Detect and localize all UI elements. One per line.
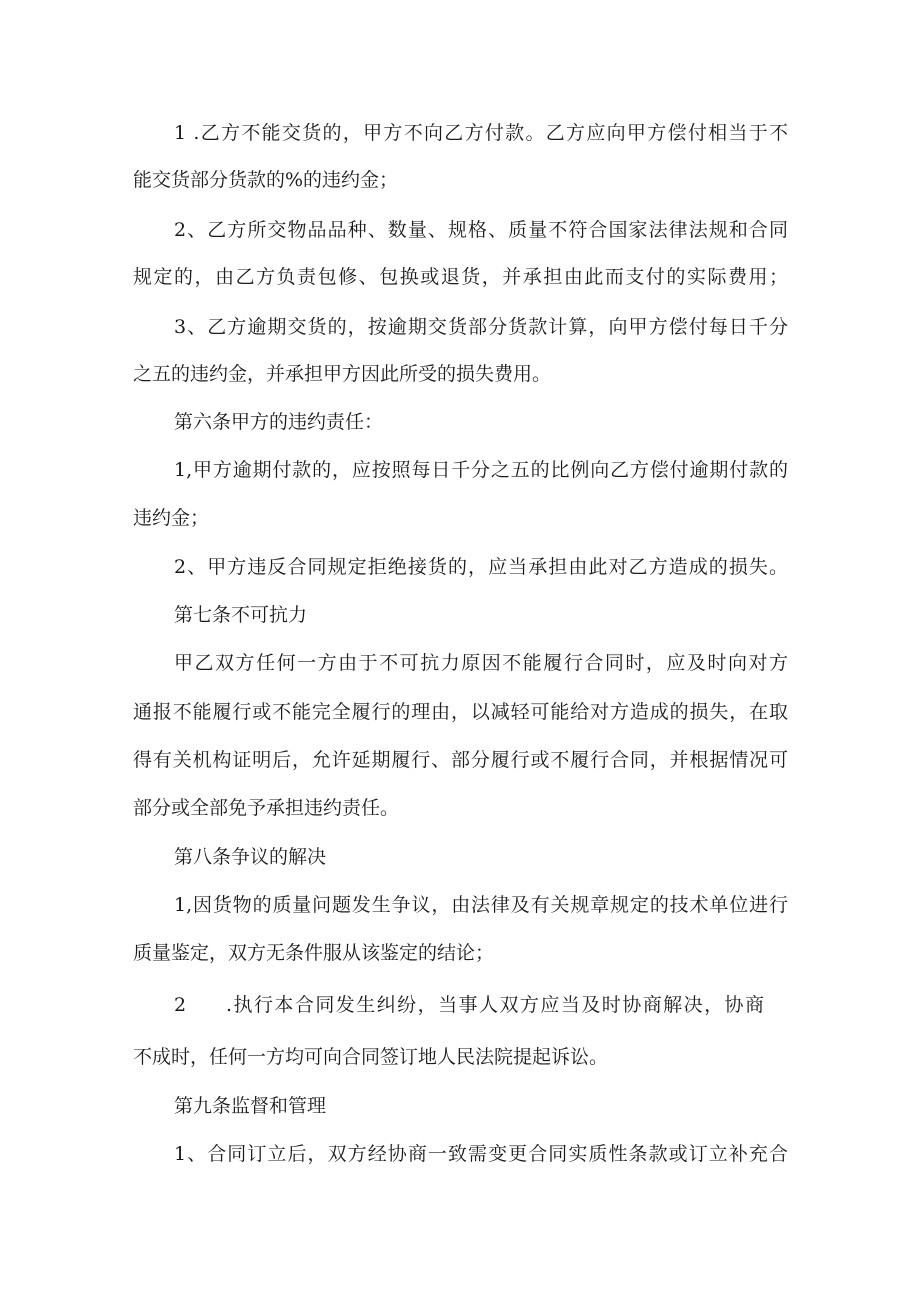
clause-3-line-1: 3、乙方逾期交货的，按逾期交货部分货款计算，向甲方偿付每日千分 [174, 316, 788, 338]
article-7-para-line-1: 甲乙双方任何一方由于不可抗力原因不能履行合同时，应及时向对方 [174, 652, 788, 674]
article-8-heading: 第八条争议的解决 [174, 846, 327, 868]
article-6-item-1-line-2: 违约金； [133, 507, 210, 529]
article-7-heading: 第七条不可抗力 [174, 604, 308, 626]
clause-2-line-2: 规定的，由乙方负责包修、包换或退货，并承担由此而支付的实际费用； [133, 266, 788, 288]
article-9-item-1-line-1: 1、合同订立后，双方经协商一致需变更合同实质性条款或订立补充合 [174, 1143, 788, 1165]
article-9-heading: 第九条监督和管理 [174, 1095, 327, 1117]
article-7-para-line-3: 得有关机构证明后，允许延期履行、部分履行或不履行合同，并根据情况可 [133, 749, 788, 771]
article-8-item-2-line-2: 不成时，任何一方均可向合同签订地人民法院提起诉讼。 [133, 1046, 609, 1068]
article-6-heading: 第六条甲方的违约责任： [174, 411, 384, 433]
article-6-item-1-line-1: 1,甲方逾期付款的，应按照每日千分之五的比例向乙方偿付逾期付款的 [174, 459, 788, 481]
article-7-para-line-2: 通报不能履行或不能完全履行的理由，以减轻可能给对方造成的损失，在取 [133, 701, 788, 723]
article-8-item-2-line-1: .执行本合同发生纠纷，当事人双方应当及时协商解决，协商 [226, 994, 764, 1016]
article-8-item-1-line-2: 质量鉴定，双方无条件服从该鉴定的结论； [133, 942, 495, 964]
clause-2-line-1: 2、乙方所交物品品种、数量、规格、质量不符合国家法律法规和合同 [174, 219, 788, 241]
clause-1-line-2: 能交货部分货款的%的违约金； [133, 169, 399, 191]
clause-1-line-1: 1 .乙方不能交货的，甲方不向乙方付款。乙方应向甲方偿付相当于不 [174, 122, 788, 144]
article-8-item-2-number: 2 [174, 994, 187, 1016]
article-8-item-1-line-1: 1,因货物的质量问题发生争议，由法律及有关规章规定的技术单位进行 [174, 894, 788, 916]
article-7-para-line-4: 部分或全部免予承担违约责任。 [133, 797, 400, 819]
clause-3-line-2: 之五的违约金，并承担甲方因此所受的损失费用。 [133, 363, 552, 385]
article-6-item-2: 2、甲方违反合同规定拒绝接货的，应当承担由此对乙方造成的损失。 [174, 556, 788, 578]
